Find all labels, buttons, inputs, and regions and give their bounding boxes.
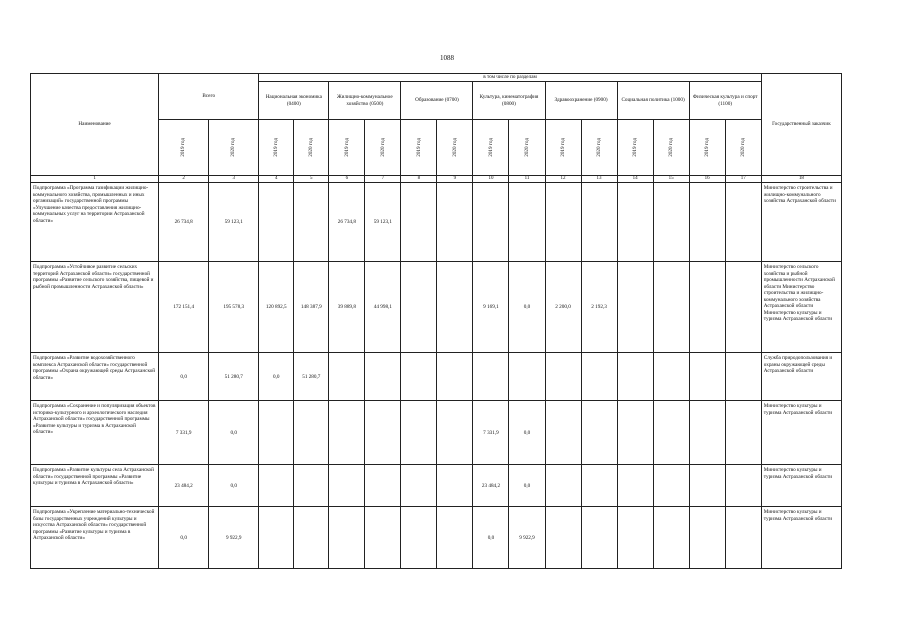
header-section: Социальная политика (1000): [617, 82, 689, 120]
value-cell: [365, 507, 401, 569]
value-cell: [689, 465, 725, 507]
column-index: 16: [689, 176, 725, 183]
value-cell: 7 331,9: [159, 401, 209, 465]
value-cell: [581, 465, 617, 507]
value-cell: [653, 507, 689, 569]
executor-cell: Министерство культуры и туризма Астраханской области: [761, 401, 841, 465]
value-cell: [437, 465, 473, 507]
value-cell: [473, 353, 509, 401]
header-by-section: в том числе по разделам: [259, 74, 762, 82]
value-cell: [259, 507, 294, 569]
value-cell: [689, 507, 725, 569]
column-index: 1: [31, 176, 159, 183]
header-year: 2019 год: [703, 138, 710, 157]
header-year: 2020 год: [230, 138, 237, 157]
column-index: 12: [545, 176, 581, 183]
value-cell: 0,0: [509, 465, 545, 507]
executor-cell: Министерство сельского хозяйства и рыбной промышленности Астраханской области Министерство строительства и жилищно-коммунального хозяйства Астраханской области Министерство культуры и туризма Астраханской области: [761, 262, 841, 353]
value-cell: [365, 401, 401, 465]
value-cell: [437, 353, 473, 401]
header-executor: Государственный заказчик: [761, 74, 841, 176]
value-cell: [329, 353, 365, 401]
header-year: 2019 год: [631, 138, 638, 157]
value-cell: [437, 262, 473, 353]
header-year: 2020 год: [308, 138, 315, 157]
value-cell: [294, 507, 329, 569]
value-cell: [725, 507, 761, 569]
header-section: Национальная экономика (0400): [259, 82, 329, 120]
column-index: 13: [581, 176, 617, 183]
value-cell: [689, 183, 725, 262]
value-cell: [437, 401, 473, 465]
value-cell: 26 734,8: [159, 183, 209, 262]
column-index: 17: [725, 176, 761, 183]
value-cell: [689, 262, 725, 353]
header-total: Всего: [159, 74, 259, 120]
column-index: 8: [401, 176, 437, 183]
header-year: 2019 год: [559, 138, 566, 157]
value-cell: [509, 353, 545, 401]
column-index: 14: [617, 176, 653, 183]
value-cell: [294, 465, 329, 507]
column-index: 4: [259, 176, 294, 183]
value-cell: 26 734,8: [329, 183, 365, 262]
program-name: Подпрограмма «Укрепление материально-технической базы государственных учреждений культуры и искусства Астраханской области» государственной программы «Развитие культуры и туризма в Астраханской области»: [31, 507, 159, 569]
table-row: [31, 353, 842, 401]
table-row: [31, 507, 842, 569]
value-cell: [437, 183, 473, 262]
header-section: Культура, кинематография (0800): [473, 82, 545, 120]
value-cell: 44 998,1: [365, 262, 401, 353]
value-cell: [653, 353, 689, 401]
value-cell: 148 387,9: [294, 262, 329, 353]
value-cell: [617, 401, 653, 465]
column-index: 6: [329, 176, 365, 183]
value-cell: [617, 262, 653, 353]
executor-cell: Министерство строительства и жилищно-коммунального хозяйства Астраханской области: [761, 183, 841, 262]
value-cell: 59 123,1: [209, 183, 259, 262]
value-cell: 51 280,7: [209, 353, 259, 401]
column-index: 7: [365, 176, 401, 183]
column-index: 9: [437, 176, 473, 183]
header-year: 2020 год: [523, 138, 530, 157]
program-name: Подпрограмма «Устойчивое развитие сельских территорий Астраханской области» государственной программы «Развитие сельского хозяйства, пищевой и рыбной промышленности Астраханской области»: [31, 262, 159, 353]
column-index: 10: [473, 176, 509, 183]
program-name: Подпрограмма «Сохранение и популяризация объектов историко-культурного и археологического наследия Астраханской области» государственной программы «Развитие культуры и туризма в Астраханской области»: [31, 401, 159, 465]
value-cell: [725, 401, 761, 465]
header-year: 2019 год: [487, 138, 494, 157]
value-cell: [581, 401, 617, 465]
value-cell: [329, 507, 365, 569]
value-cell: [725, 465, 761, 507]
value-cell: [329, 401, 365, 465]
value-cell: 0,0: [159, 353, 209, 401]
value-cell: 172 151,4: [159, 262, 209, 353]
column-index: 2: [159, 176, 209, 183]
value-cell: 2 200,0: [545, 262, 581, 353]
value-cell: [725, 262, 761, 353]
value-cell: [545, 465, 581, 507]
value-cell: 0,0: [259, 353, 294, 401]
header-year: 2019 год: [415, 138, 422, 157]
value-cell: [401, 401, 437, 465]
value-cell: 39 889,8: [329, 262, 365, 353]
value-cell: [509, 183, 545, 262]
value-cell: [653, 262, 689, 353]
value-cell: 120 892,5: [259, 262, 294, 353]
value-cell: [365, 465, 401, 507]
value-cell: [617, 465, 653, 507]
header-year: 2020 год: [667, 138, 674, 157]
header-name: Наименование: [31, 74, 159, 176]
value-cell: [581, 183, 617, 262]
value-cell: [259, 183, 294, 262]
executor-cell: Министерство культуры и туризма Астраханской области: [761, 507, 841, 569]
header-section: Здравоохранение (0900): [545, 82, 617, 120]
value-cell: [653, 401, 689, 465]
value-cell: [259, 465, 294, 507]
value-cell: [294, 183, 329, 262]
value-cell: 23 484,2: [159, 465, 209, 507]
header-year: 2020 год: [451, 138, 458, 157]
header-year: 2019 год: [343, 138, 350, 157]
value-cell: [689, 401, 725, 465]
header-year: 2019 год: [180, 138, 187, 157]
value-cell: [581, 507, 617, 569]
header-year: 2020 год: [379, 138, 386, 157]
executor-cell: Министерство культуры и туризма Астраханской области: [761, 465, 841, 507]
value-cell: 0,0: [159, 507, 209, 569]
value-cell: [725, 183, 761, 262]
value-cell: 0,0: [509, 262, 545, 353]
value-cell: [401, 353, 437, 401]
column-index-row: [31, 176, 842, 183]
program-name: Подпрограмма «Программа газификации жилищно-коммунального хозяйства, промышленных и иных организаций» государственной программы «Улучшение качества предоставления жилищно-коммунальных услуг на территории Астраханской области»: [31, 183, 159, 262]
budget-table: [30, 73, 842, 569]
header-section: Жилищно-коммунальное хозяйство (0500): [329, 82, 401, 120]
value-cell: [653, 465, 689, 507]
page-number: 1088: [440, 54, 454, 62]
value-cell: 59 123,1: [365, 183, 401, 262]
table-row: [31, 262, 842, 353]
value-cell: [545, 183, 581, 262]
value-cell: [689, 353, 725, 401]
value-cell: [437, 507, 473, 569]
value-cell: [401, 183, 437, 262]
value-cell: [617, 183, 653, 262]
value-cell: 51 280,7: [294, 353, 329, 401]
value-cell: 9 922,9: [209, 507, 259, 569]
column-index: 18: [761, 176, 841, 183]
program-name: Подпрограмма «Развитие культуры села Астраханской области» государственной программы «Развитие культуры и туризма в Астраханской области»: [31, 465, 159, 507]
value-cell: 9 169,1: [473, 262, 509, 353]
header-year: 2019 год: [273, 138, 280, 157]
table-row: [31, 465, 842, 507]
value-cell: [401, 507, 437, 569]
value-cell: [617, 353, 653, 401]
table-row: [31, 401, 842, 465]
value-cell: [725, 353, 761, 401]
value-cell: [401, 262, 437, 353]
header-section: Образование (0700): [401, 82, 473, 120]
value-cell: [545, 507, 581, 569]
column-index: 5: [294, 176, 329, 183]
value-cell: 0,0: [509, 401, 545, 465]
value-cell: [329, 465, 365, 507]
executor-cell: Служба природопользования и охраны окружающей среды Астраханской области: [761, 353, 841, 401]
column-index: 11: [509, 176, 545, 183]
value-cell: [294, 401, 329, 465]
program-name: Подпрограмма «Развитие водохозяйственного комплекса Астраханской области» государственной программы «Охрана окружающей среды Астраханской области»: [31, 353, 159, 401]
value-cell: [653, 183, 689, 262]
value-cell: 195 578,3: [209, 262, 259, 353]
header-year: 2020 год: [595, 138, 602, 157]
value-cell: [581, 353, 617, 401]
value-cell: [617, 507, 653, 569]
value-cell: [365, 353, 401, 401]
value-cell: [401, 465, 437, 507]
column-index: 3: [209, 176, 259, 183]
column-index: 15: [653, 176, 689, 183]
value-cell: 0,0: [209, 465, 259, 507]
header-section: Физическая культура и спорт (1100): [689, 82, 761, 120]
value-cell: 23 484,2: [473, 465, 509, 507]
value-cell: 2 192,3: [581, 262, 617, 353]
value-cell: [473, 183, 509, 262]
value-cell: 0,0: [473, 507, 509, 569]
value-cell: 7 331,9: [473, 401, 509, 465]
value-cell: 9 922,9: [509, 507, 545, 569]
value-cell: [545, 401, 581, 465]
table-row: [31, 183, 842, 262]
value-cell: [545, 353, 581, 401]
header-year: 2020 год: [739, 138, 746, 157]
value-cell: [259, 401, 294, 465]
value-cell: 0,0: [209, 401, 259, 465]
